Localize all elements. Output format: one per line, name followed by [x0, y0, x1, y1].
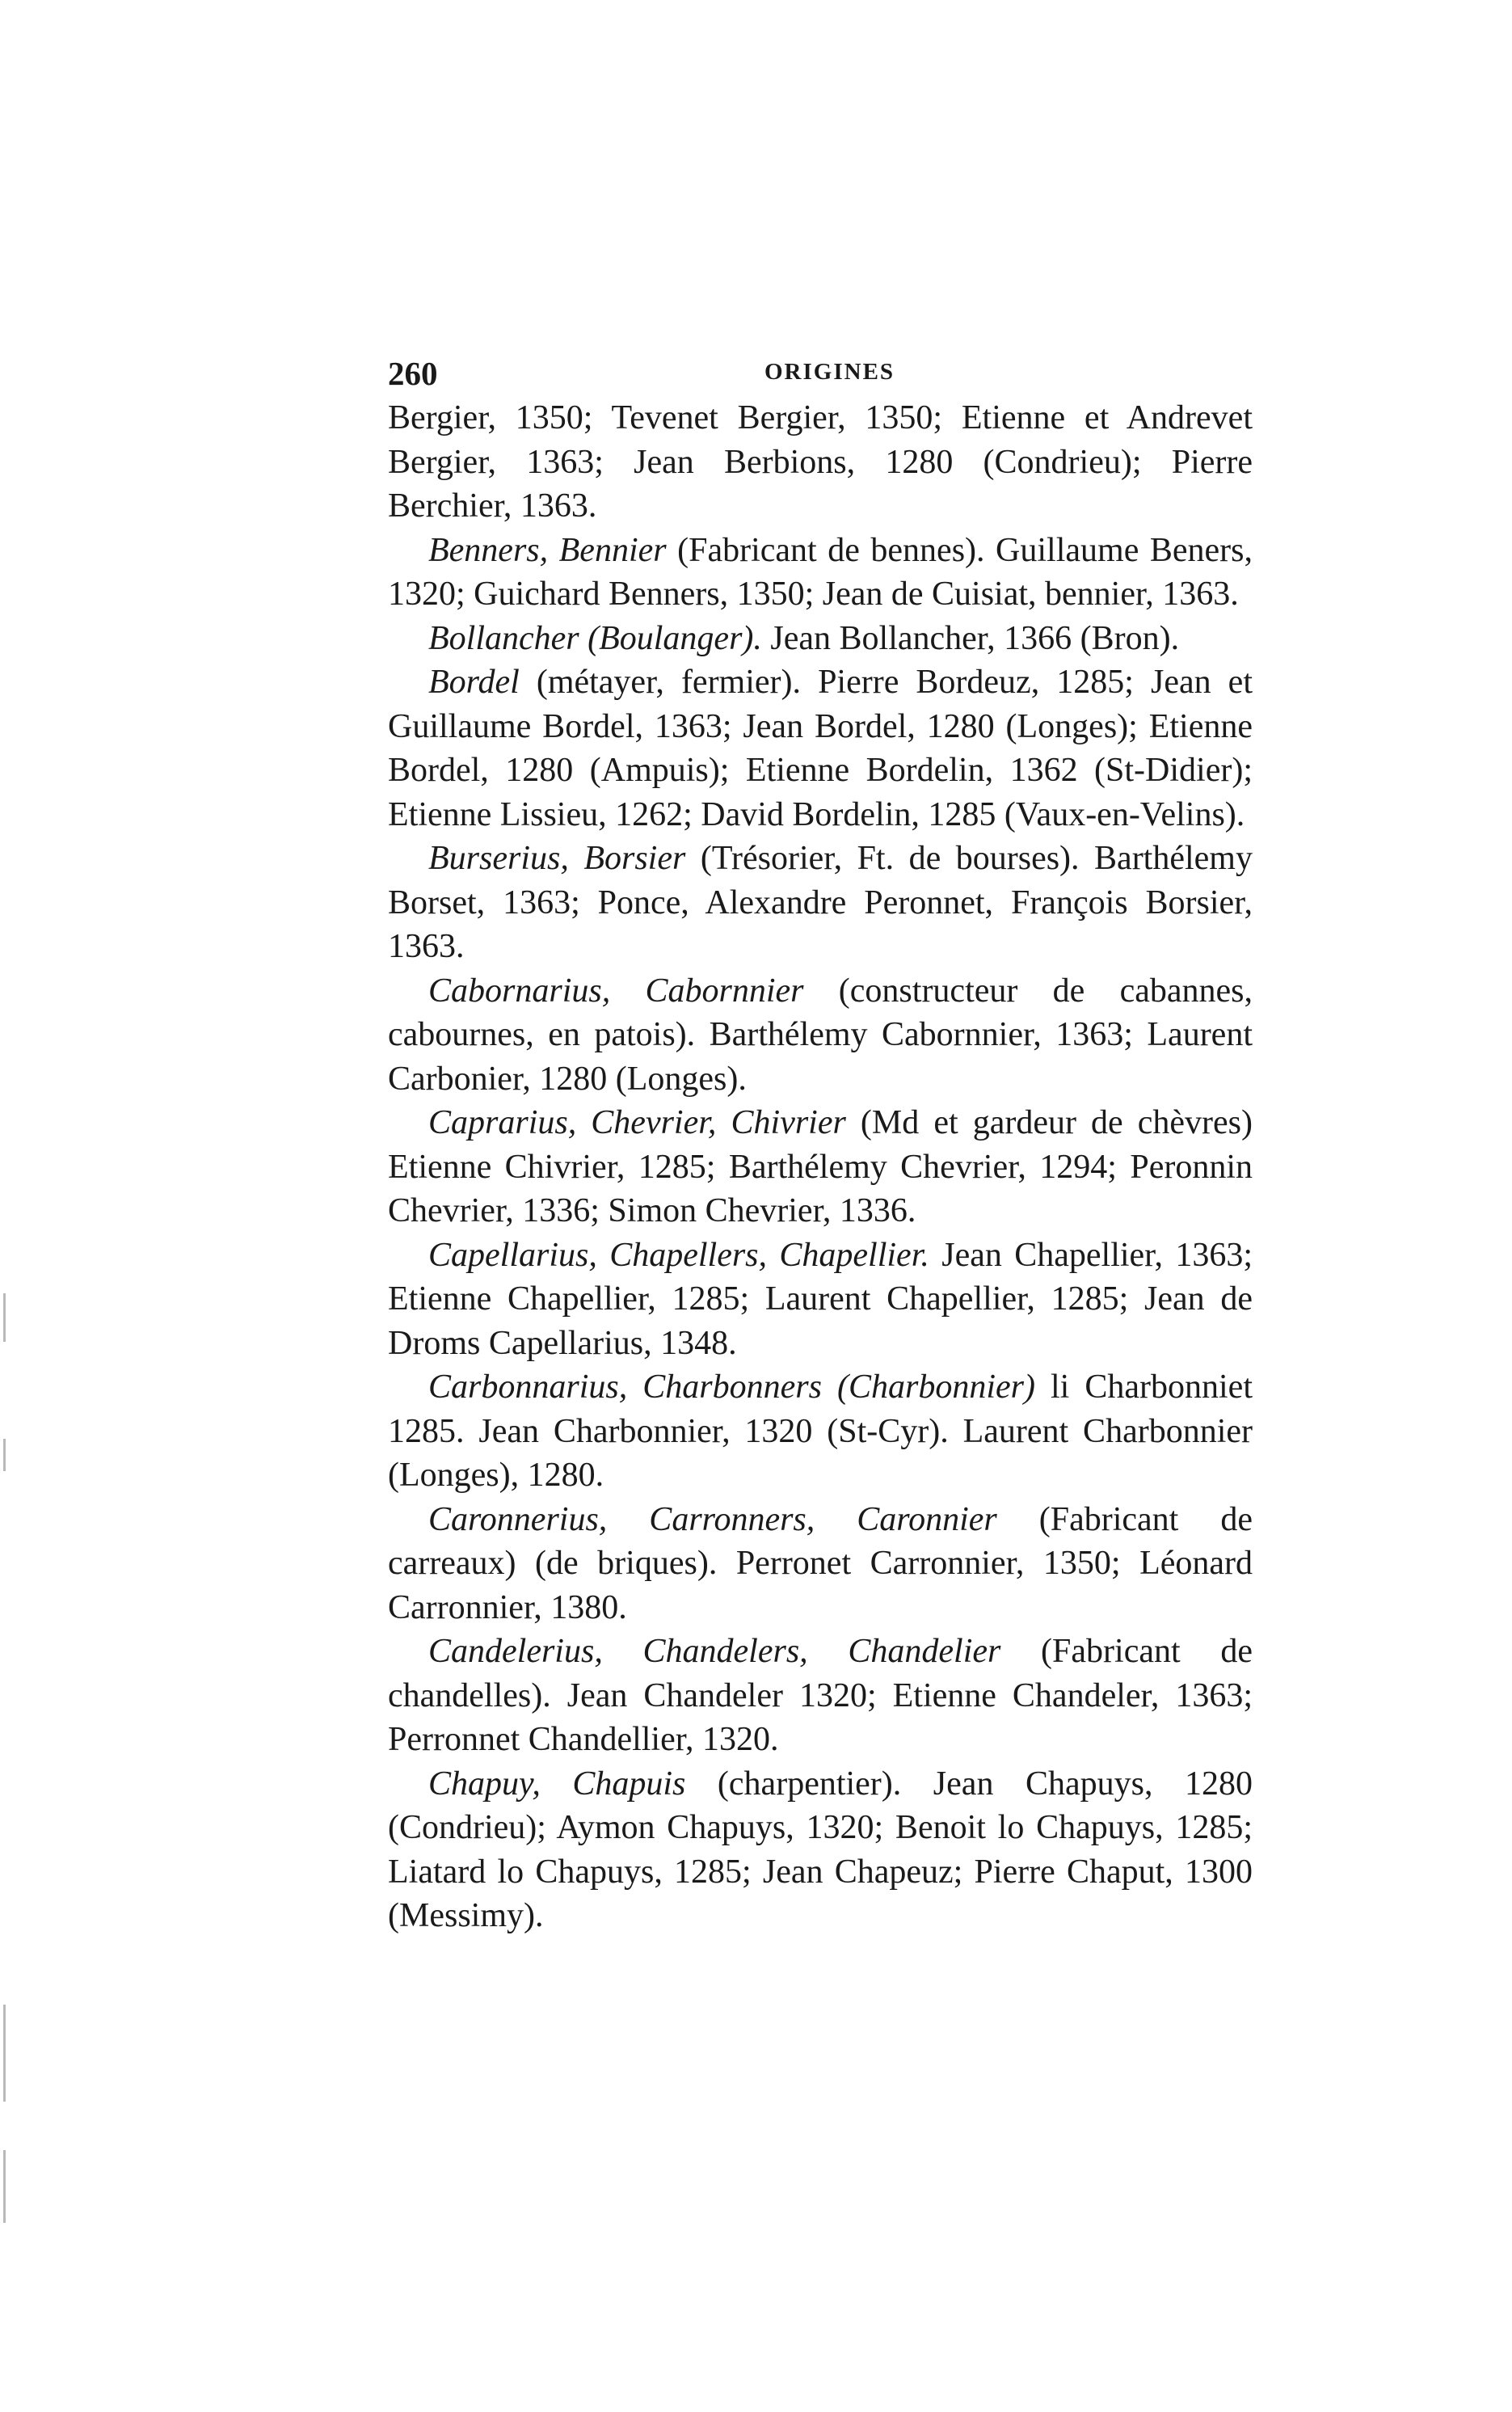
entry-text: (Fabricant de chandelles). Jean Chandeler 1320; Etienne Chandeler, 1363; Perronnet Chandellier, 1320. [388, 1633, 1253, 1758]
entry-term: Carbonnarius, Charbonners (Charbonnier) [428, 1368, 1035, 1406]
entry-term: Capellarius, Chapellers, Chapellier. [428, 1236, 929, 1274]
entry-term: Bollancher (Boulanger). [428, 619, 762, 657]
entry-paragraph [388, 969, 1253, 1102]
scan-speck [3, 1293, 6, 1342]
page-number: 260 [388, 355, 438, 392]
entry-paragraph [388, 660, 1253, 837]
entry-paragraph [388, 1762, 1253, 1938]
scan-speck [3, 1439, 6, 1471]
entry-text: Jean Bollancher, 1366 (Bron). [761, 619, 1180, 657]
entry-term: Chapuy, Chapuis [428, 1765, 686, 1803]
entry-text: (Md et gardeur de chèvres) Etienne Chivrier, 1285; Barthélemy Chevrier, 1294; Peronnin Chevrier, 1336; Simon Chevrier, 1336. [388, 1104, 1253, 1229]
entry-term: Benners, Bennier [428, 531, 667, 569]
entry-paragraph [388, 1233, 1253, 1366]
entry-paragraph [388, 1101, 1253, 1233]
entry-term: Burserius, Borsier [428, 840, 686, 877]
entry-paragraph [388, 1365, 1253, 1498]
running-head [388, 354, 1261, 403]
entry-text: Jean Chapellier, 1363; Etienne Chapellier, 1285; Laurent Chapellier, 1285; Jean de Droms Capellarius, 1348. [388, 1236, 1253, 1362]
body-text [388, 396, 1253, 1938]
entry-term: Candelerius, Chandelers, Chandelier [428, 1633, 1001, 1670]
entry-text: (charpentier). Jean Chapuys, 1280 (Condrieu); Aymon Chapuys, 1320; Benoit lo Chapuys, 1285; Liatard lo Chapuys, 1285; Jean Chapeuz; Pierre Chaput, 1300 (Messimy). [388, 1765, 1253, 1934]
entry-paragraph [388, 837, 1253, 969]
continued-paragraph: Bergier, 1350; Tevenet Bergier, 1350; Etienne et Andrevet Bergier, 1363; Jean Berbions, 1280 (Condrieu); Pierre Berchier, 1363. [388, 399, 1253, 525]
entry-text: li Charbonniet 1285. Jean Charbonnier, 1320 (St-Cyr). Laurent Charbonnier (Longes), 1280. [388, 1368, 1253, 1494]
entry-text: (Trésorier, Ft. de bourses). Barthélemy Borset, 1363; Ponce, Alexandre Peronnet, François Borsier, 1363. [388, 840, 1253, 965]
entry-term: Caronnerius, Carronners, Caronnier [428, 1500, 997, 1538]
running-title: ORIGINES [764, 359, 895, 385]
entry-text: (métayer, fermier). Pierre Bordeuz, 1285; Jean et Guillaume Bordel, 1363; Jean Bordel, 1280 (Longes); Etienne Bordel, 1280 (Ampuis); Etienne Bordelin, 1362 (St-Didier); Etienne Lissieu, 1262; David Bordelin, 1285 (Vaux-en-Velins). [388, 664, 1253, 833]
entry-text: (Fabricant de bennes). Guillaume Beners, 1320; Guichard Benners, 1350; Jean de Cuisiat, bennier, 1363. [388, 531, 1253, 613]
entry-paragraph [388, 1630, 1253, 1762]
entry-term: Cabornarius, Cabornnier [428, 972, 804, 1010]
entry-paragraph [388, 617, 1253, 661]
scan-margin-marks [3, 1293, 8, 2263]
entry-text: (Fabricant de carreaux) (de briques). Perronet Carronnier, 1350; Léonard Carronnier, 1380. [388, 1500, 1253, 1626]
entry-paragraph [388, 1498, 1253, 1630]
entry-text: (constructeur de cabannes, cabournes, en patois). Barthélemy Cabornnier, 1363; Laurent Carbonier, 1280 (Longes). [388, 972, 1253, 1098]
entry-term: Bordel [428, 664, 520, 701]
entry-paragraph [388, 529, 1253, 617]
scan-speck [3, 2150, 6, 2223]
scan-speck [3, 2005, 6, 2102]
entry-term: Caprarius, Chevrier, Chivrier [428, 1104, 846, 1141]
